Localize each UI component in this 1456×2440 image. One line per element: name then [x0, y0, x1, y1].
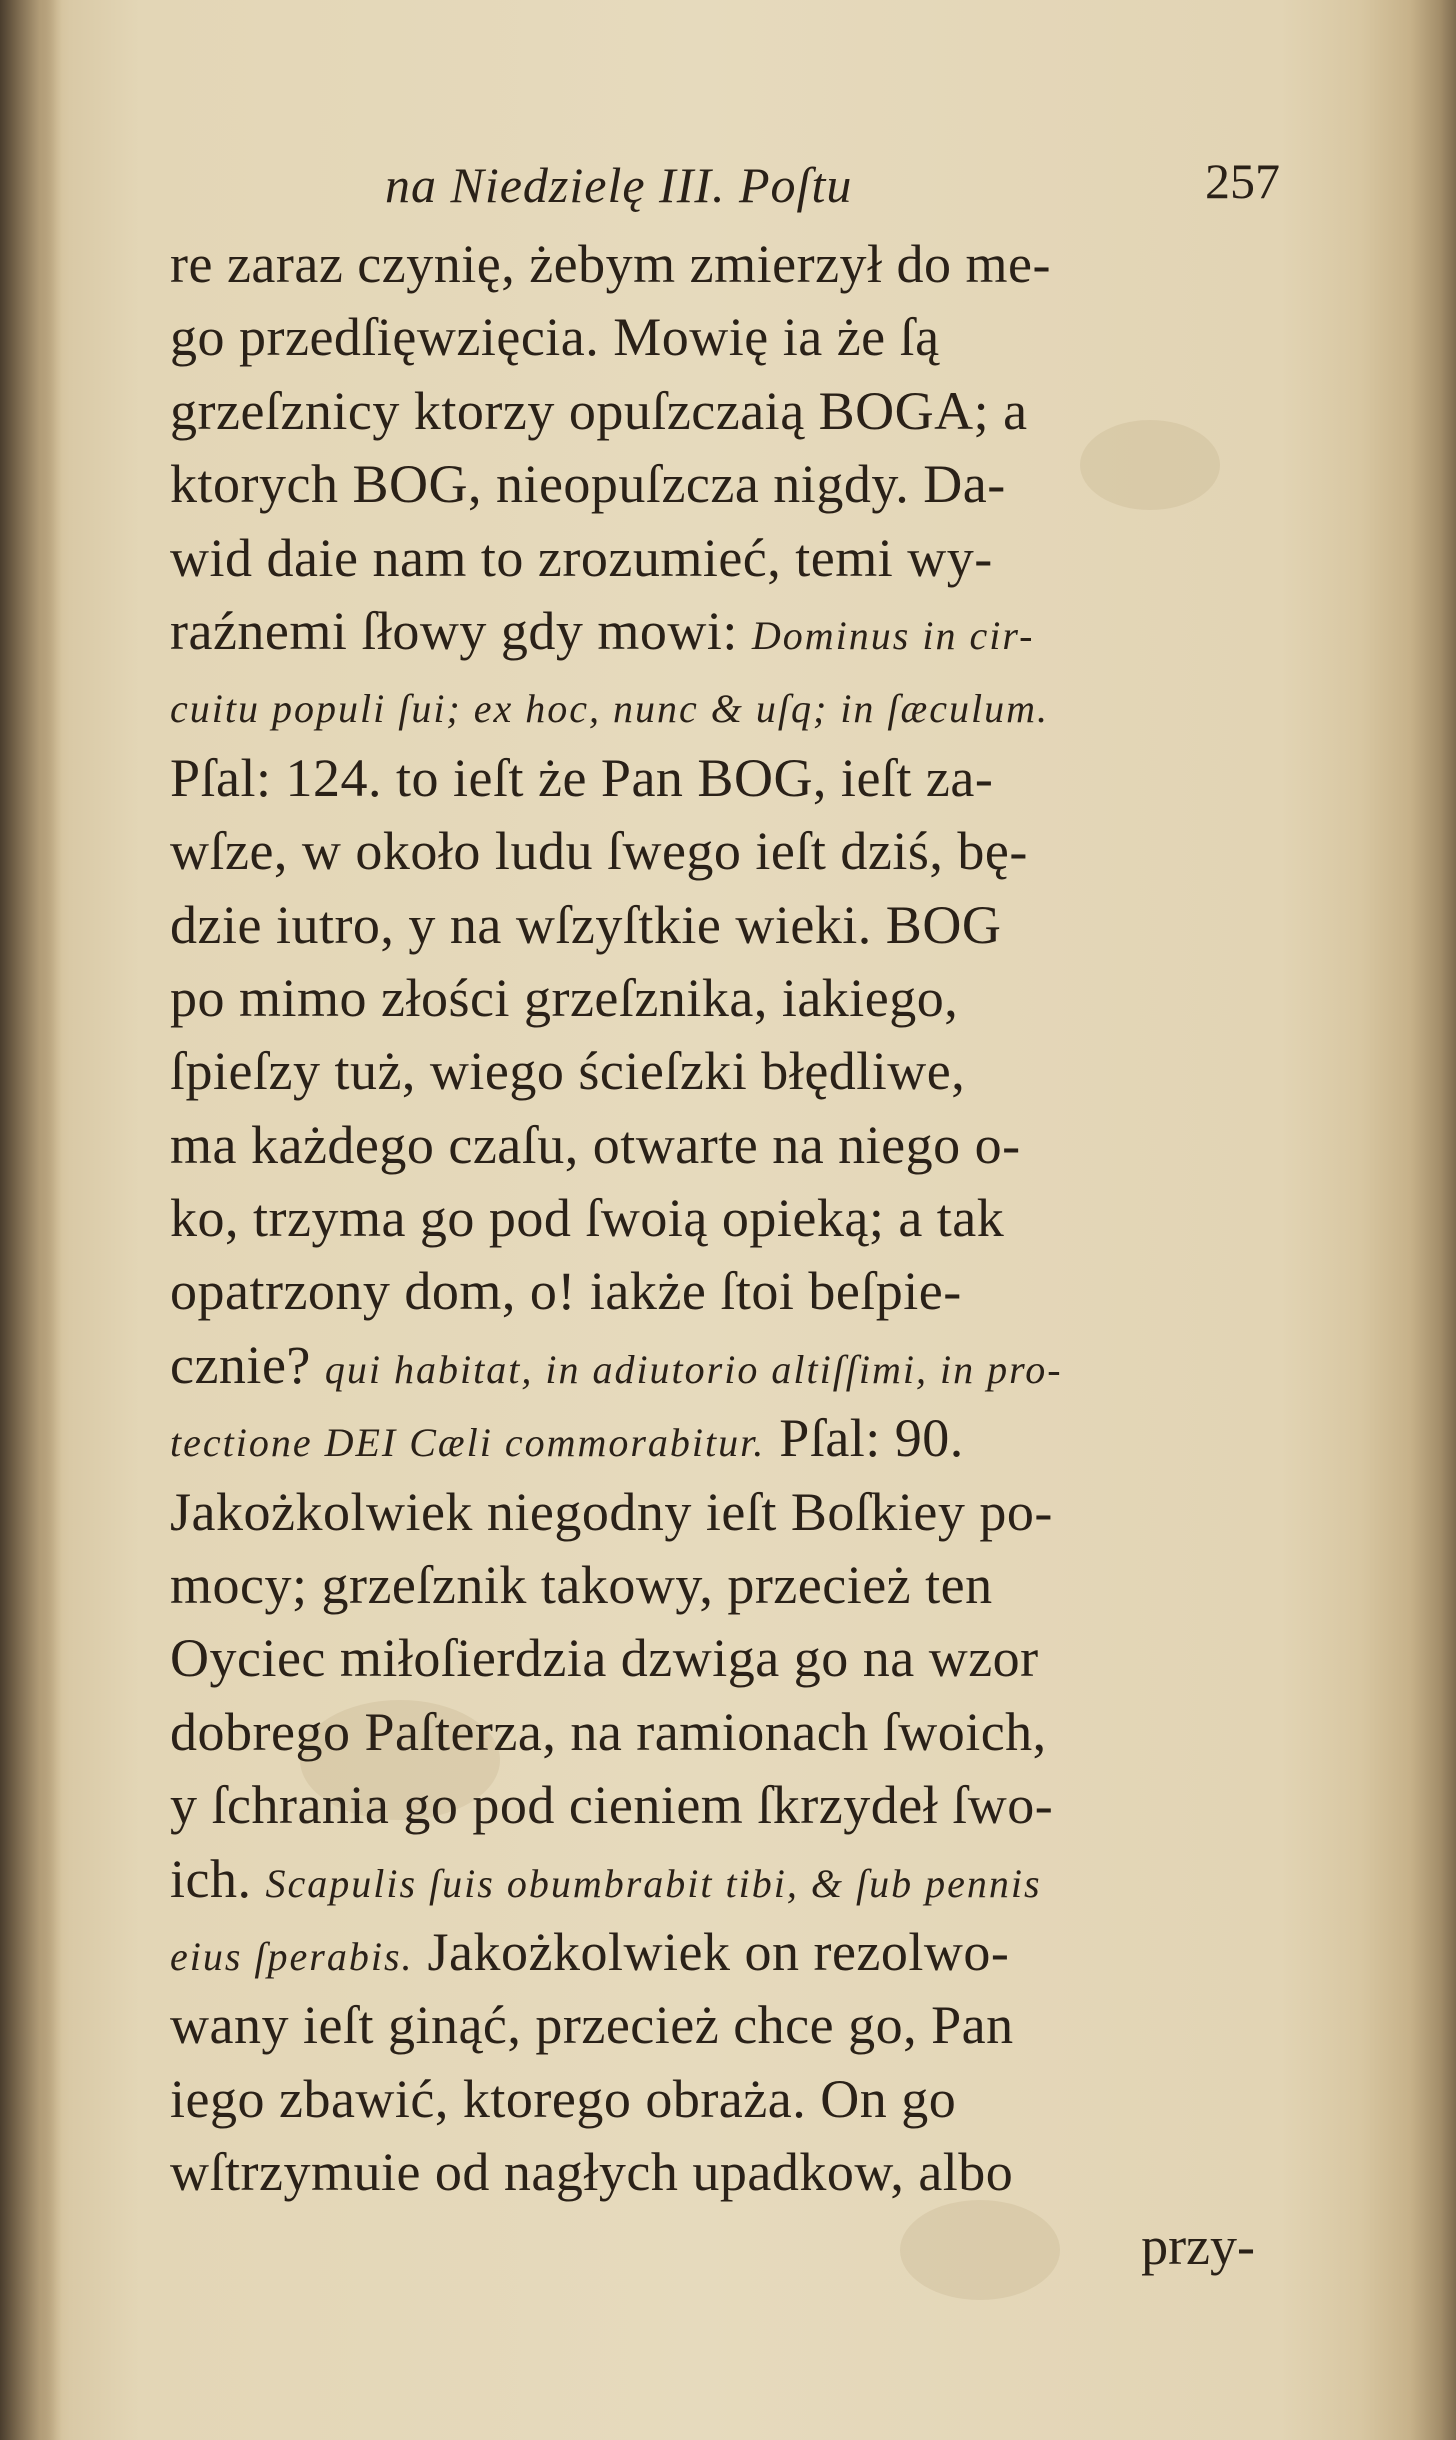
text-run: Pſal: 124. to ieſt że Pan BOG, ieſt za- — [170, 747, 994, 808]
text-run: mocy; grzeſznik takowy, przecież ten — [170, 1555, 993, 1616]
text-run: ktorych BOG, nieopuſzcza nigdy. Da- — [170, 454, 1006, 515]
text-run: cznie? — [170, 1334, 325, 1395]
text-line — [170, 889, 1310, 962]
text-run: dobrego Paſterza, na ramionach ſwoich, — [170, 1701, 1047, 1762]
text-run: ich. — [170, 1848, 266, 1909]
text-run: wid daie nam to zrozumieć, temi wy- — [170, 527, 993, 588]
text-line — [170, 301, 1310, 374]
text-line — [170, 1916, 1310, 1989]
text-line — [170, 1696, 1310, 1769]
text-run: wſze, w około ludu ſwego ieſt dziś, bę- — [170, 821, 1028, 882]
latin-quotation: Scapulis ſuis obumbrabit tibi, & ſub pennis — [265, 1860, 1042, 1906]
text-run: ſpieſzy tuż, wiego ścieſzki błędliwe, — [170, 1041, 966, 1102]
text-run: opatrzony dom, o! iakże ſtoi beſpie- — [170, 1261, 962, 1322]
text-line — [170, 668, 1310, 741]
latin-quotation: qui habitat, in adiutorio altiſſimi, in pro- — [324, 1346, 1063, 1392]
text-run: grzeſznicy ktorzy opuſzczaią BOGA; a — [170, 380, 1028, 441]
text-run: wany ieſt ginąć, przecież chce go, Pan — [170, 1995, 1014, 2056]
body-text — [170, 228, 1310, 2210]
text-line — [170, 1549, 1310, 1622]
book-page — [170, 150, 1310, 2283]
page-number: 257 — [1205, 153, 1280, 209]
running-head-title: na Niedzielę III. Poſtu — [385, 157, 853, 213]
text-run: raźnemi ſłowy gdy mowi: — [170, 600, 752, 661]
catchword: przy- — [1141, 2215, 1255, 2276]
latin-quotation: eius ſperabis. — [170, 1933, 414, 1979]
text-run: Pſal: 90. — [765, 1408, 964, 1469]
text-line — [170, 962, 1310, 1035]
text-line — [170, 815, 1310, 888]
text-run: Oyciec miłoſierdzia dzwiga go na wzor — [170, 1628, 1039, 1689]
text-run: dzie iutro, y na wſzyſtkie wieki. BOG — [170, 894, 1002, 955]
text-line — [170, 2063, 1310, 2136]
text-line — [170, 1035, 1310, 1108]
text-line — [170, 742, 1310, 815]
text-line — [170, 1109, 1310, 1182]
text-line — [170, 1476, 1310, 1549]
text-run: Jakożkolwiek on rezolwo- — [413, 1921, 1010, 1982]
text-run: po mimo złości grzeſznika, iakiego, — [170, 967, 959, 1028]
text-run: ma każdego czaſu, otwarte na niego o- — [170, 1114, 1021, 1175]
text-line — [170, 1622, 1310, 1695]
text-line — [170, 1769, 1310, 1842]
text-line — [170, 522, 1310, 595]
text-line — [170, 1843, 1310, 1916]
text-run: re zaraz czynię, żebym zmierzył do me- — [170, 234, 1051, 294]
running-head — [170, 150, 1310, 220]
text-run: wſtrzymuie od nagłych upadkow, albo — [170, 2142, 1014, 2203]
latin-quotation: cuitu populi ſui; ex hoc, nunc & uſq; in ſæculum. — [170, 686, 1049, 732]
text-line — [170, 1182, 1310, 1255]
text-line — [170, 1402, 1310, 1475]
text-run: Jakożkolwiek niegodny ieſt Boſkiey po- — [170, 1481, 1053, 1542]
text-line — [170, 1255, 1310, 1328]
text-run: go przedſięwzięcia. Mowię ia że ſą — [170, 307, 940, 368]
text-line — [170, 595, 1310, 668]
text-line — [170, 448, 1310, 521]
text-line — [170, 375, 1310, 448]
text-line — [170, 228, 1310, 301]
text-line — [170, 2136, 1310, 2209]
latin-quotation: Dominus in cir- — [751, 612, 1035, 658]
text-run: iego zbawić, ktorego obraża. On go — [170, 2068, 957, 2129]
text-line — [170, 1989, 1310, 2062]
text-run: y ſchrania go pod cieniem ſkrzydeł ſwo- — [170, 1775, 1054, 1836]
text-run: ko, trzyma go pod ſwoią opieką; a tak — [170, 1188, 1005, 1249]
latin-quotation: tectione DEI Cæli commorabitur. — [170, 1420, 766, 1466]
text-line — [170, 1329, 1310, 1402]
binding-gutter — [0, 0, 62, 2440]
catchword-line — [170, 2210, 1310, 2283]
